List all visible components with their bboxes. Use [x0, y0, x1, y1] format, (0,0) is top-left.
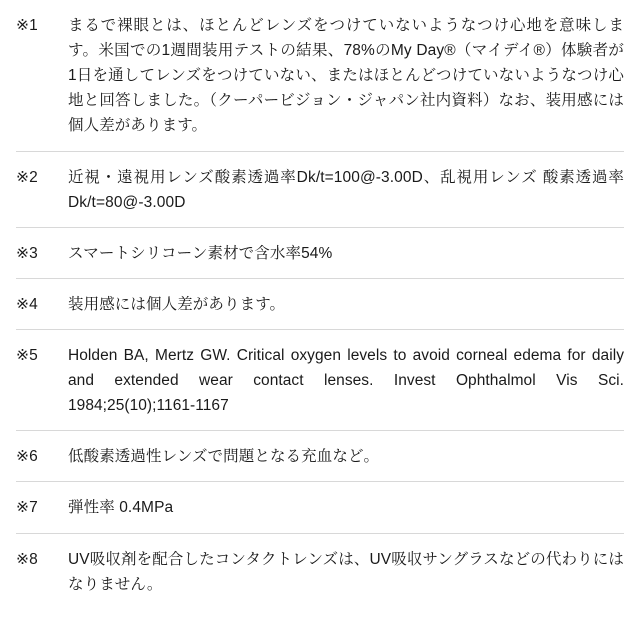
- footnote-item: [16, 0, 624, 152]
- footnote-item: [16, 482, 624, 533]
- footnote-item: [16, 330, 624, 431]
- footnote-text: まるで裸眼とは、ほとんどレンズをつけていないようなつけ心地を意味します。米国での1週間装用テストの結果、78%のMy Day®（マイデイ®）体験者が1日を通してレンズをつけていない、またはほとんどつけていないようなつけ心地と回答しました。（クーパービジョン・ジャパン社内資料）なお、装用感には個人差があります。: [68, 17, 624, 135]
- footnote-marker: ※6: [16, 448, 39, 466]
- footnote-marker: ※8: [16, 550, 39, 568]
- footnote-marker: ※2: [16, 168, 39, 186]
- footnote-text: Holden BA, Mertz GW. Critical oxygen levels to avoid corneal edema for daily and extended wear contact lenses. Invest Ophthalmol Vis Sci. 1984;25(10);1161-1167: [68, 346, 624, 415]
- footnote-marker: ※4: [16, 295, 39, 313]
- footnote-item: [16, 152, 624, 228]
- footnote-text: 弾性率 0.4MPa: [68, 499, 174, 517]
- footnote-marker: ※5: [16, 346, 39, 364]
- footnote-item: [16, 431, 624, 482]
- footnote-marker: ※3: [16, 244, 39, 262]
- footnote-text: 近視・遠視用レンズ酸素透過率Dk/t=100@-3.00D、乱視用レンズ 酸素透過率Dk/t=80@-3.00D: [68, 168, 624, 211]
- footnote-marker: ※7: [16, 499, 39, 517]
- footnote-item: [16, 279, 624, 330]
- footnote-marker: ※1: [16, 17, 39, 34]
- footnote-text: UV吸収剤を配合したコンタクトレンズは、UV吸収サングラスなどの代わりにはなりません。: [68, 550, 624, 593]
- footnote-item: [16, 534, 624, 609]
- footnote-text: スマートシリコーン素材で含水率54%: [68, 244, 333, 262]
- footnote-item: [16, 228, 624, 279]
- footnote-text: 低酸素透過性レンズで問題となる充血など。: [68, 448, 380, 466]
- footnote-text: 装用感には個人差があります。: [68, 295, 286, 313]
